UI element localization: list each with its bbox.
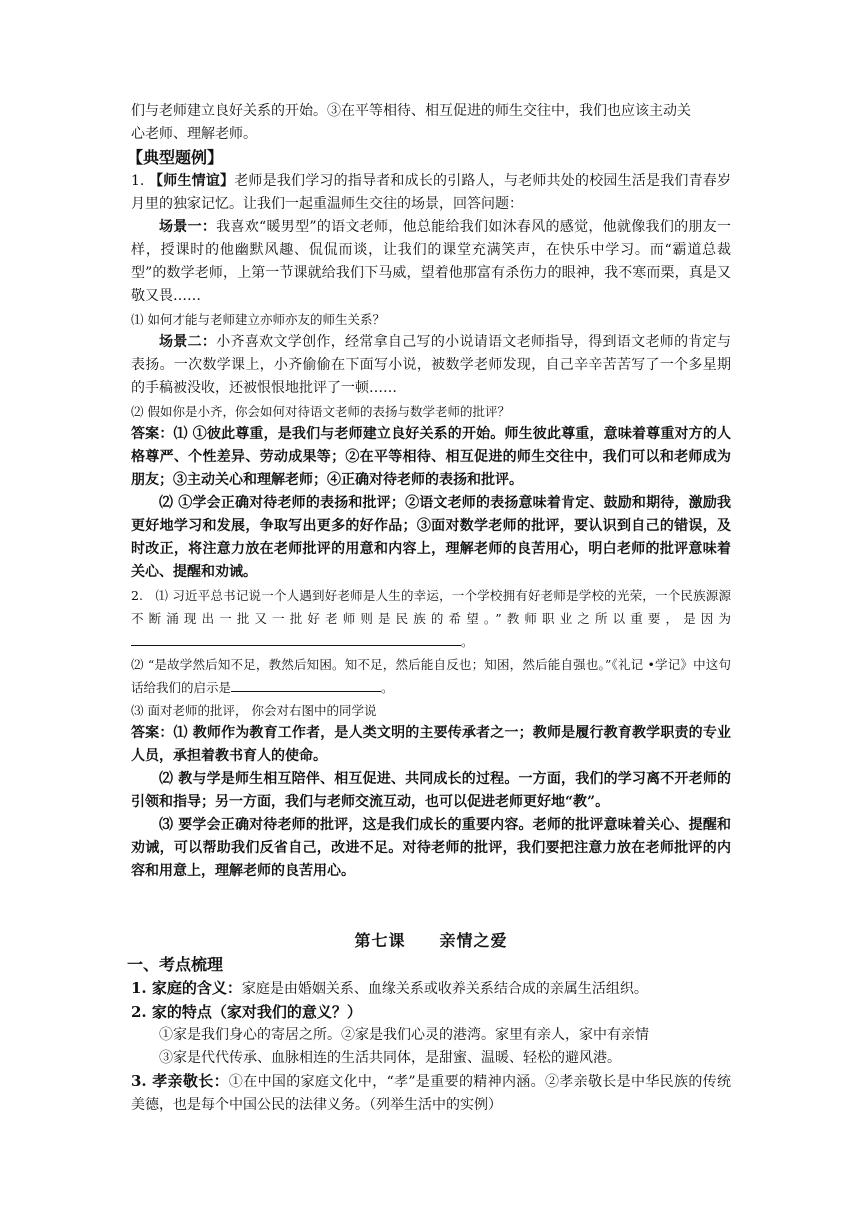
q1-scene-1 [131,216,731,308]
q2-sub2-blank [231,677,381,692]
q1-number: 1. [131,173,145,189]
item3-text: ①在中国的家庭文化中，“孝”是重要的精神内涵。②孝亲敬长是中华民族的传统美德，也是每个中国公民的法律义务。（列举生活中的实例） [131,1074,731,1113]
scene1-label: 场景一： [159,219,217,235]
lesson-item-1 [131,977,731,1001]
q1-answer-1-text: ⑴ ①彼此尊重，是我们与老师建立良好关系的开始。师生彼此尊重，意味着尊重对方的人格尊严、个性差异、劳动成果等；②在平等相待、相互促进的师生交往中，我们可以和老师成为朋友；③主动关心和理解老师；④正确对待老师的表扬和批评。 [131,426,732,488]
q1-subquestion-2: ⑵ 假如你是小齐，你会如何对待语文老师的表扬与数学老师的批评？ [131,404,510,419]
q2-sub1-blank [131,631,461,646]
q2-answer-2: ⑵ 教与学是师生相互陪伴、相互促进、共同成长的过程。一方面，我们的学习离不开老师的引领和指导；另一方面，我们与老师交流互动，也可以促进老师更好地“教”。 [131,771,731,810]
q2-answer-1 [131,722,731,768]
item1-label: 1. 家庭的含义： [131,979,242,997]
q1-answer-2: ⑵ ①学会正确对待老师的表扬和批评；②语文老师的表扬意味着肯定、鼓励和期待，激励我更好地学习和发展，争取写出更多的好作品；③面对数学老师的批评，要认识到自己的错误，及时改正，将注意力放在老师批评的用意和内容上，理解老师的良苦用心，明白老师的批评意味着关心、提醒和劝诫。 [131,495,731,580]
q2-sub2-text: ⑵ “是故学然后知不足，教然后知困。知不足，然后能自反也；知困，然后能自强也。”《礼记 •学记》中这句话给我们的启示是 [131,657,731,695]
q2-sub2-end: 。 [381,680,394,695]
q2-sub1-text: ⑴ 习近平总书记说一个人遇到好老师是人生的幸运，一个学校拥有好老师是学校的光荣，一个民族源源不断涌现出一批又一批好老师则是民族的希望。”教师职业之所以重要，是因为 [131,588,731,626]
scene1-text: 我喜欢“暖男型”的语文老师，他总能给我们如沐春风的感觉，他就像我们的朋友一样，授课时的他幽默风趣、侃侃而谈，让我们的课堂充满笑声，在快乐中学习。而“霸道总裁型”的数学老师，上第一节课就给我们下马威，望着他那富有杀伤力的眼神，我不寒而栗，真是又敬又畏…… [131,219,732,304]
item3-label: 3. 孝亲敬长： [131,1072,229,1090]
q2-answer-1-text: ⑴ 教师作为教育工作者，是人类文明的主要传承者之一；教师是履行教育教学职责的专业人员，承担着教书育人的使命。 [131,725,732,764]
lesson-item-3 [131,1070,731,1117]
q2-sub-1 [131,584,731,653]
q2-sub-3: ⑶ 面对老师的批评， 你会对右图中的同学说 [131,703,377,718]
q1-scene-2 [131,331,731,400]
intro-line-1: 们与老师建立良好关系的开始。③在平等相待、相互促进的师生交往中，我们也应该主动关 [131,103,691,119]
q2-sub-2 [131,653,731,699]
q1-text: 老师是我们学习的指导者和成长的引路人，与老师共处的校园生活是我们青春岁月里的独家记忆。让我们一起重温师生交往的场景，回答问题： [131,173,732,212]
section-gap [131,883,731,929]
item1-text: 家庭是由婚姻关系、血缘关系或收养关系结合成的亲属生活组织。 [241,981,648,997]
lesson-item-2-label: 2. 家的特点（家对我们的意义？） [131,1003,362,1021]
q2-answer-3: ⑶ 要学会正确对待老师的批评，这是我们成长的重要内容。老师的批评意味着关心、提醒和劝诫，可以帮助我们反省自己，改进不足。对待老师的批评，我们要把注意力放在老师批评的内容和用意上，理解老师的良苦用心。 [131,817,731,879]
q2-answer-label: 答案： [131,725,174,741]
document-page [127,100,732,1117]
q1-subquestion-1: ⑴ 如何才能与老师建立亦师亦友的师生关系？ [131,312,385,327]
q2-number: 2. [131,588,143,603]
scene2-label: 场景二： [159,334,217,350]
typical-heading: 【典型题例】 [127,148,224,167]
q2-sub1-end: 。 [461,634,474,649]
q1-tag: 【师生情谊】 [149,173,235,189]
q1-stem [131,170,731,216]
lesson-title: 第七课 亲情之爱 [354,931,508,950]
lesson-item-2-line-1: ①家是我们身心的寄居之所。②家是我们心灵的港湾。家里有亲人，家中有亲情 [159,1027,649,1043]
lesson-section-heading: 一、考点梳理 [127,955,224,974]
q1-answer-1 [131,423,731,492]
lesson-item-2-line-2: ③家是代代传承、血脉相连的生活共同体，是甜蜜、温暖、轻松的避风港。 [159,1050,621,1066]
intro-line-2: 心老师、理解老师。 [131,126,257,142]
q1-answer-label: 答案： [131,426,174,442]
scene2-text: 小齐喜欢文学创作，经常拿自己写的小说请语文老师指导，得到语文老师的肯定与表扬。一次数学课上，小齐偷偷在下面写小说，被数学老师发现，自己辛辛苦苦写了一个多星期的手稿被没收，还被恨恨地批评了一顿…… [131,334,732,396]
